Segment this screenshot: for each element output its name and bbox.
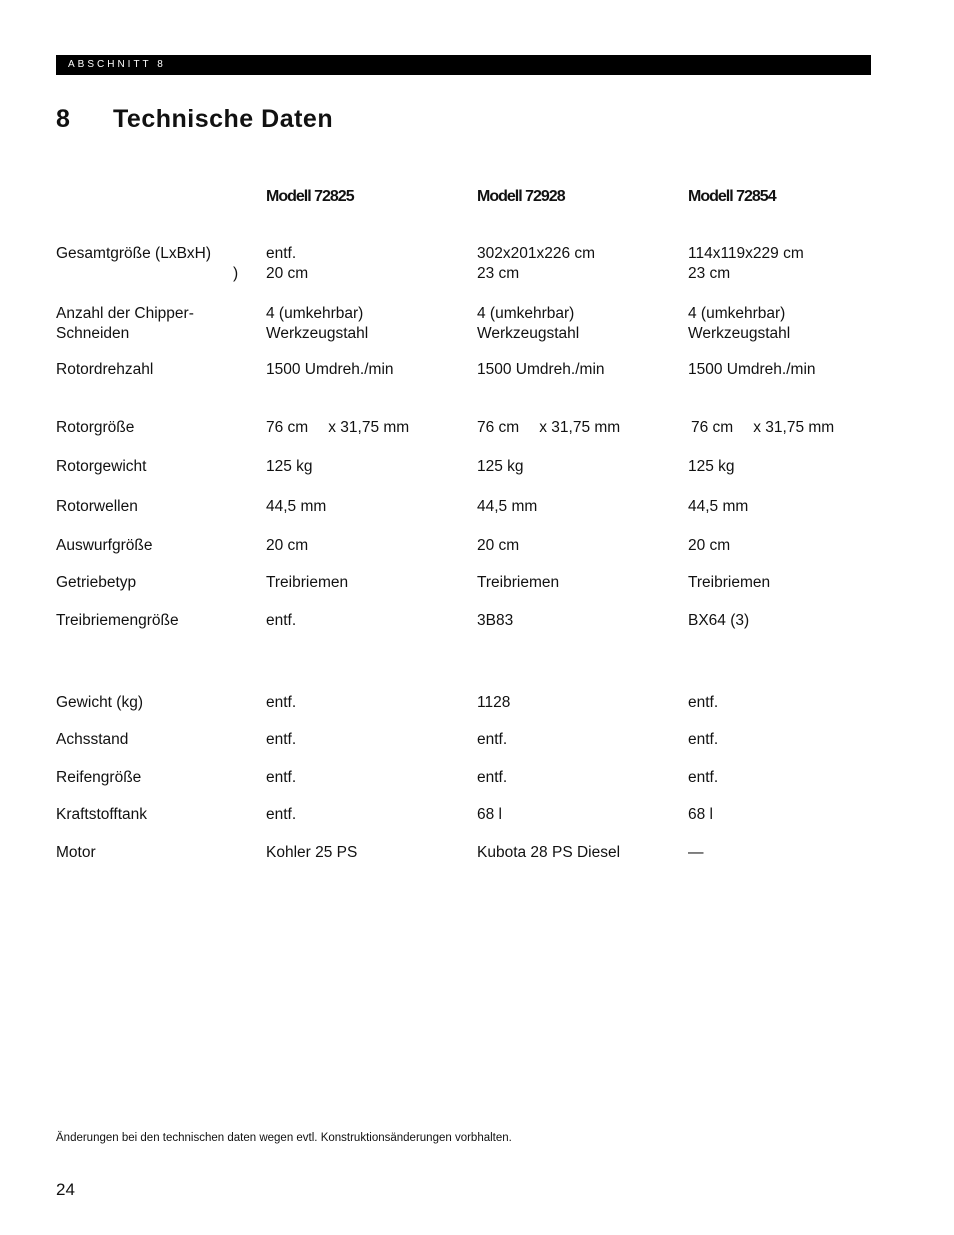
row-label: Rotorgewicht <box>56 458 147 475</box>
row-label: Getriebetyp <box>56 574 137 591</box>
value-72854: BX64 (3) <box>688 612 750 629</box>
value-72825: 76 cm x 31,75 mm <box>266 419 410 436</box>
row-label: Rotorgröße <box>56 419 135 436</box>
value-72854: Treibriemen <box>688 574 771 591</box>
value-72825: 125 kg <box>266 458 313 475</box>
value-72854: entf. <box>688 731 719 748</box>
row-label: Anzahl der Chipper- Schneiden <box>56 305 194 342</box>
page-number: 24 <box>56 1180 75 1199</box>
row-label: Rotorwellen <box>56 498 138 515</box>
page-title <box>56 105 333 134</box>
value-72825: 1500 Umdreh./min <box>266 361 394 378</box>
row-label: Achsstand <box>56 731 129 748</box>
row-label: Auswurfgröße <box>56 537 153 554</box>
value-72928: entf. <box>477 769 508 786</box>
value-72825: entf. <box>266 694 297 711</box>
value-72928: 76 cm x 31,75 mm <box>477 419 621 436</box>
value-72825: 4 (umkehrbar) Werkzeugstahl <box>266 305 369 342</box>
value-72928: 20 cm <box>477 537 520 554</box>
value-72825: Kohler 25 PS <box>266 844 358 861</box>
value-72854: 1500 Umdreh./min <box>688 361 816 378</box>
section-header-bar <box>56 55 871 75</box>
model-header-72854: Modell 72854 <box>688 188 776 205</box>
chapter-title: Technische Daten <box>113 105 334 133</box>
row-label: Treibriemengröße <box>56 612 179 629</box>
row-label: Kraftstofftank <box>56 806 148 823</box>
value-72825: entf. <box>266 612 297 629</box>
value-72854: 76 cm x 31,75 mm <box>691 419 835 436</box>
row-label: Reifengröße <box>56 769 142 786</box>
value-72854: 20 cm <box>688 537 731 554</box>
value-72928: 1128 <box>477 694 511 711</box>
value-72825: 44,5 mm <box>266 498 327 515</box>
value-72825: 20 cm <box>266 537 309 554</box>
value-72854: entf. <box>688 694 719 711</box>
section-label: ABSCHNITT 8 <box>68 59 166 70</box>
value-72825: Treibriemen <box>266 574 349 591</box>
value-72928: Treibriemen <box>477 574 560 591</box>
row-label: Motor <box>56 844 96 861</box>
row-label-bracket: ) <box>233 265 239 282</box>
value-72928: 68 l <box>477 806 502 823</box>
value-72825: entf. <box>266 806 297 823</box>
value-72928: 4 (umkehrbar) Werkzeugstahl <box>477 305 580 342</box>
value-72928: 302x201x226 cm 23 cm <box>477 245 596 282</box>
value-72928: 3B83 <box>477 612 514 629</box>
value-72825: entf. 20 cm <box>266 245 309 282</box>
value-72854: 114x119x229 cm 23 cm <box>688 245 804 282</box>
value-72825: entf. <box>266 731 297 748</box>
value-72854: 125 kg <box>688 458 735 475</box>
row-label: Gesamtgröße (LxBxH) <box>56 245 212 262</box>
value-72928: 1500 Umdreh./min <box>477 361 605 378</box>
value-72928: entf. <box>477 731 508 748</box>
footnote: Änderungen bei den technischen daten wegen evtl. Konstruktionsänderungen vorbhalten. <box>56 1132 512 1144</box>
model-header-72825: Modell 72825 <box>266 188 354 205</box>
chapter-number: 8 <box>56 105 71 133</box>
value-72854: 4 (umkehrbar) Werkzeugstahl <box>688 305 791 342</box>
model-header-72928: Modell 72928 <box>477 188 565 205</box>
row-label: Gewicht (kg) <box>56 694 143 711</box>
value-72854: 68 l <box>688 806 713 823</box>
value-72825: entf. <box>266 769 297 786</box>
value-72854: — <box>688 844 704 861</box>
value-72928: 44,5 mm <box>477 498 538 515</box>
value-72928: Kubota 28 PS Diesel <box>477 844 621 861</box>
value-72928: 125 kg <box>477 458 524 475</box>
value-72854: 44,5 mm <box>688 498 749 515</box>
value-72854: entf. <box>688 769 719 786</box>
row-label: Rotordrehzahl <box>56 361 154 378</box>
